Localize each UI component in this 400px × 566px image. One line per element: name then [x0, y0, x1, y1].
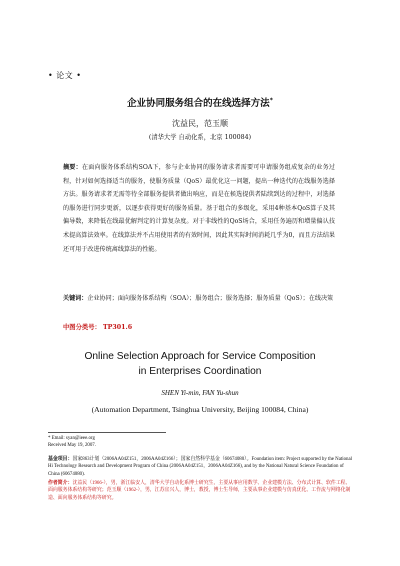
authors-cn: 沈益民，范玉顺	[172, 119, 228, 128]
clc-number: 中图分类号： TP301.6	[63, 324, 133, 331]
authors-en: SHEN Yi-min, FAN Yu-shun	[161, 389, 239, 397]
funding-label: 基金项目：	[48, 457, 73, 462]
section-tag: • 论文 •	[48, 71, 82, 80]
funding-text: 国家863计划（2006AA04Z151，2006AA04Z166）；国家自然科学基金（60674080）。Foundation item: Project supported by the National Hi Technology Research and Development Program of China (2006AA04Z151，2006AA04Z166), and by the National Natural Science Foundation of China (60674080).	[48, 457, 353, 477]
title-cn-text: 企业协同服务组合的在线选择方法	[127, 98, 270, 109]
footnote-divider	[48, 432, 166, 433]
title-en-line1: Online Selection Approach for Service Composition	[84, 351, 316, 362]
abstract-cn	[63, 161, 335, 256]
affiliation-en: (Automation Department, Tsinghua University, Beijing 100084, China)	[91, 405, 309, 414]
affiliation-cn: (清华大学 自动化系，北京 100084)	[148, 134, 252, 141]
title-footnote-mark: *	[269, 96, 273, 104]
keywords-cn	[63, 292, 335, 306]
received-line: Received May 19, 2007.	[48, 443, 96, 449]
abstract-label: 摘要：	[63, 164, 82, 171]
footnote-email	[48, 435, 354, 450]
keywords-label: 关键词：	[63, 295, 88, 302]
title-cn	[0, 95, 400, 109]
title-en-line2: in Enterprises Coordination	[138, 366, 262, 377]
footnote-funding	[48, 456, 354, 478]
author-bio-label: 作者简介：	[48, 481, 73, 486]
title-en	[0, 349, 400, 379]
author-bio-text: 沈益民（1966-），男，浙江临安人，清华大学自动化系博士研究生，主要从事应用数学、企业建模方法、分布式计算、软件工程、面向服务体系结构等研究；范玉顺（1962-），男，江苏宜兴人，博士，教授，博士生导师，主要从事企业建模与仿真优化、工作流与网络化制造、面向服务体系结构等研究。	[48, 481, 351, 501]
footnote-author-bio	[48, 480, 354, 502]
keywords-text: 企业协同；面向服务体系结构（SOA）；服务组合；服务选择；服务质量（QoS）；在线决策	[87, 295, 334, 302]
abstract-text: 在面向服务体系结构SOA下，参与企业协同的服务请求者需要可申请服务组成复杂的业务过程，针对如何选择适当的服务，使服务质量（QoS）最优化这一问题，提出一种迭代的在线服务选择方法。服务请求者无需等待全部服务提供者做出响应，而是在候选提供者陆续到达的过程中，对选择的服务进行同步更新，以逐步获得更好的服务质量。基于组合的多级化，采用4种基本QoS算子及其偏导数，来降低在线最优解判定的计算复杂度。对于非线性的QoS场合，采用任务遍历和增量偏认技术提高算法效率。在线算法并不占用使用者的有效时间，因此其实际时间消耗几乎为0，而且方法结果还可用于改进传统离线算法的性能。	[63, 164, 336, 253]
email-line: * Email: syan@ieee.org	[48, 436, 95, 441]
